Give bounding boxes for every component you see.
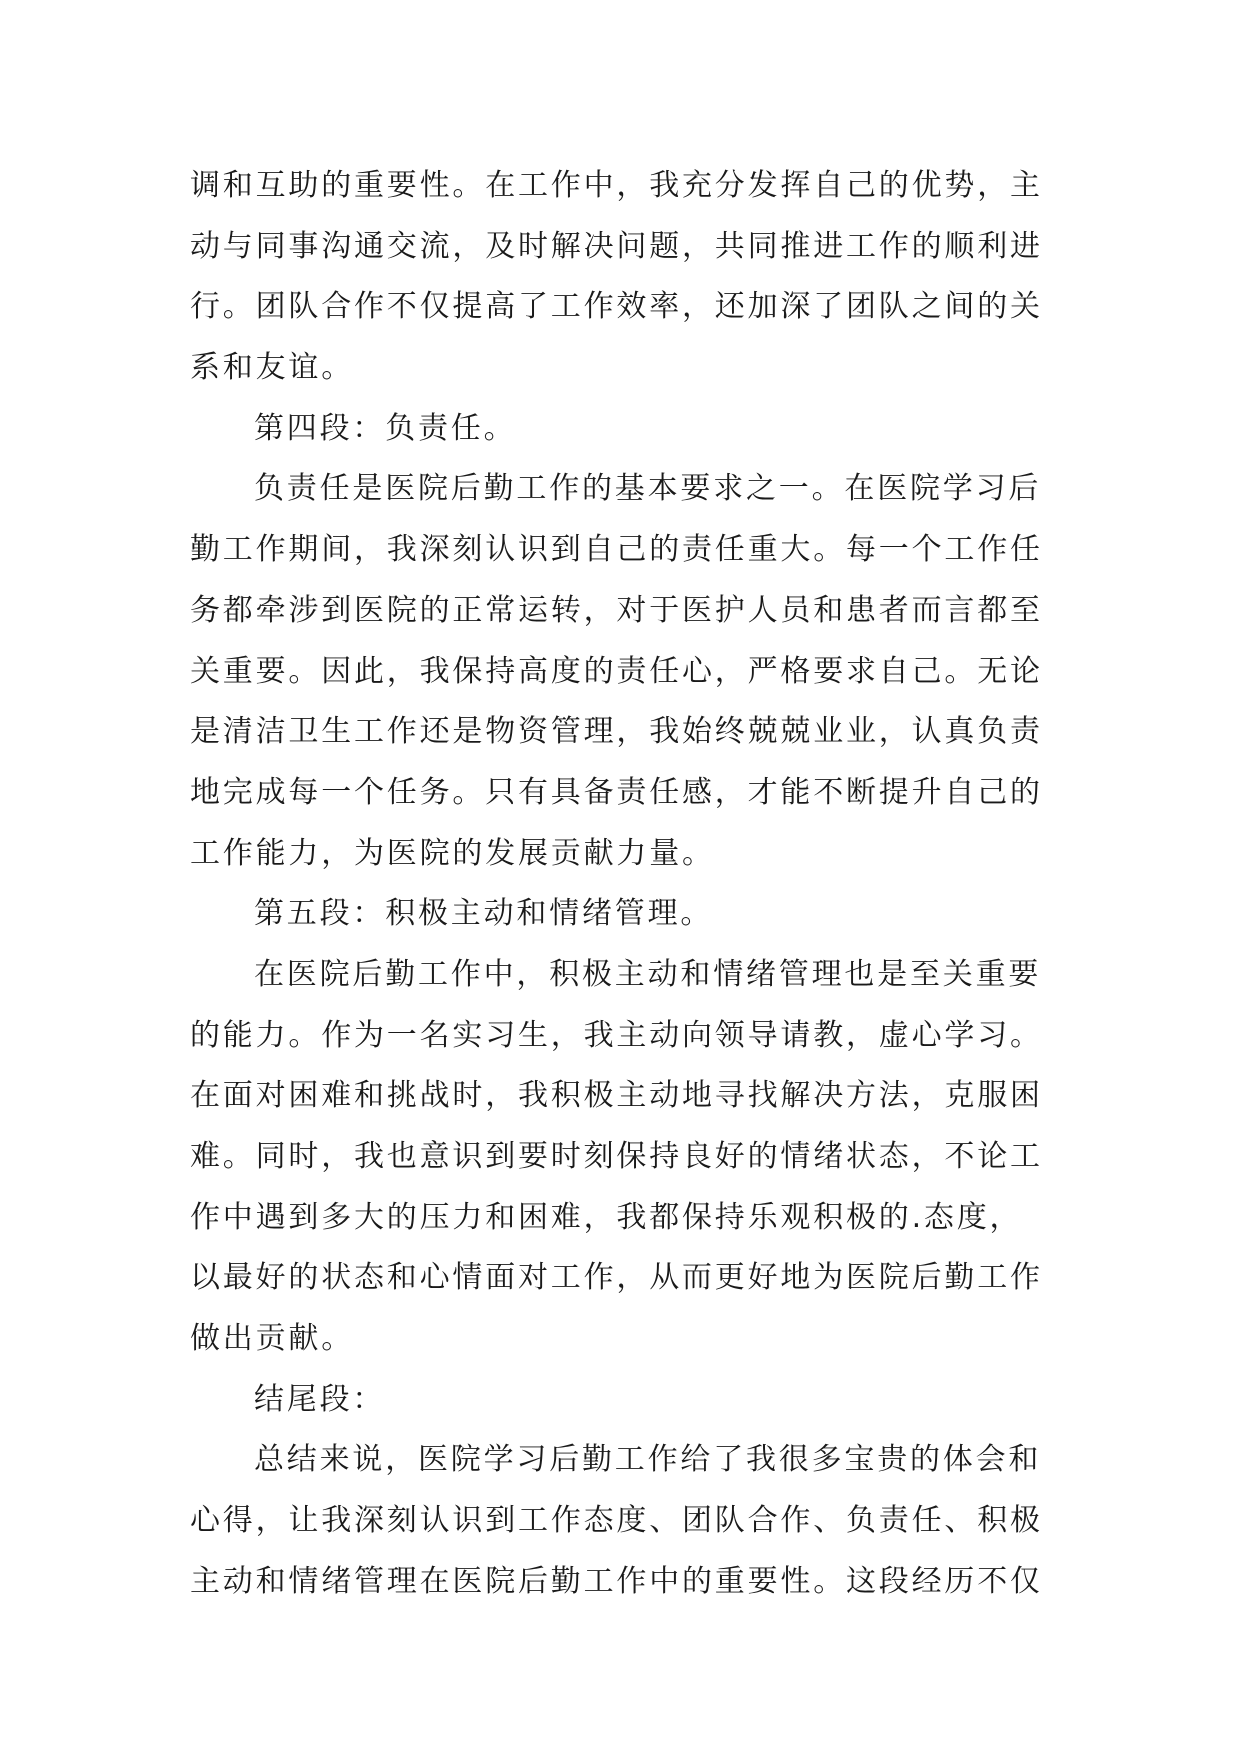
text-line: 务都牵涉到医院的正常运转，对于医护人员和患者而言都至 xyxy=(190,592,1043,628)
text-line: 难。同时，我也意识到要时刻保持良好的情绪状态，不论工 xyxy=(190,1139,1043,1174)
text-line: 总结来说，医院学习后勤工作给了我很多宝贵的体会和 xyxy=(254,1442,1042,1478)
text-line: 作中遇到多大的压力和困难，我都保持乐观积极的.态度， xyxy=(190,1199,1023,1235)
text-line: 结尾段： xyxy=(254,1381,386,1417)
text-line: 负责任是医院后勤工作的基本要求之一。在医院学习后 xyxy=(254,471,1042,507)
text-line: 第四段：负责任。 xyxy=(254,410,517,446)
text-line: 地完成每一个任务。只有具备责任感，才能不断提升自己的 xyxy=(190,774,1043,810)
text-line: 第五段：积极主动和情绪管理。 xyxy=(254,896,714,932)
text-line: 关重要。因此，我保持高度的责任心，严格要求自己。无论 xyxy=(190,653,1043,689)
text-line: 在医院后勤工作中，积极主动和情绪管理也是至关重要 xyxy=(254,956,1042,992)
text-line: 是清洁卫生工作还是物资管理，我始终兢兢业业，认真负责 xyxy=(190,714,1043,750)
text-line: 工作能力，为医院的发展贡献力量。 xyxy=(190,835,715,871)
text-line: 心得，让我深刻认识到工作态度、团队合作、负责任、积极 xyxy=(190,1503,1043,1539)
text-line: 行。团队合作不仅提高了工作效率，还加深了团队之间的关 xyxy=(190,289,1043,325)
text-line: 动与同事沟通交流，及时解决问题，共同推进工作的顺利进 xyxy=(190,228,1043,264)
document-body xyxy=(190,156,1060,1613)
text-line: 在面对困难和挑战时，我积极主动地寻找解决方法，克服困 xyxy=(190,1078,1043,1114)
text-line: 系和友谊。 xyxy=(190,350,354,386)
text-line: 主动和情绪管理在医院后勤工作中的重要性。这段经历不仅 xyxy=(190,1563,1043,1599)
text-line: 做出贡献。 xyxy=(190,1321,354,1357)
text-line: 勤工作期间，我深刻认识到自己的责任重大。每一个工作任 xyxy=(190,532,1043,568)
text-line: 调和互助的重要性。在工作中，我充分发挥自己的优势，主 xyxy=(190,168,1043,203)
text-line: 的能力。作为一名实习生，我主动向领导请教，虚心学习。 xyxy=(190,1017,1043,1053)
text-line: 以最好的状态和心情面对工作，从而更好地为医院后勤工作 xyxy=(190,1260,1043,1296)
